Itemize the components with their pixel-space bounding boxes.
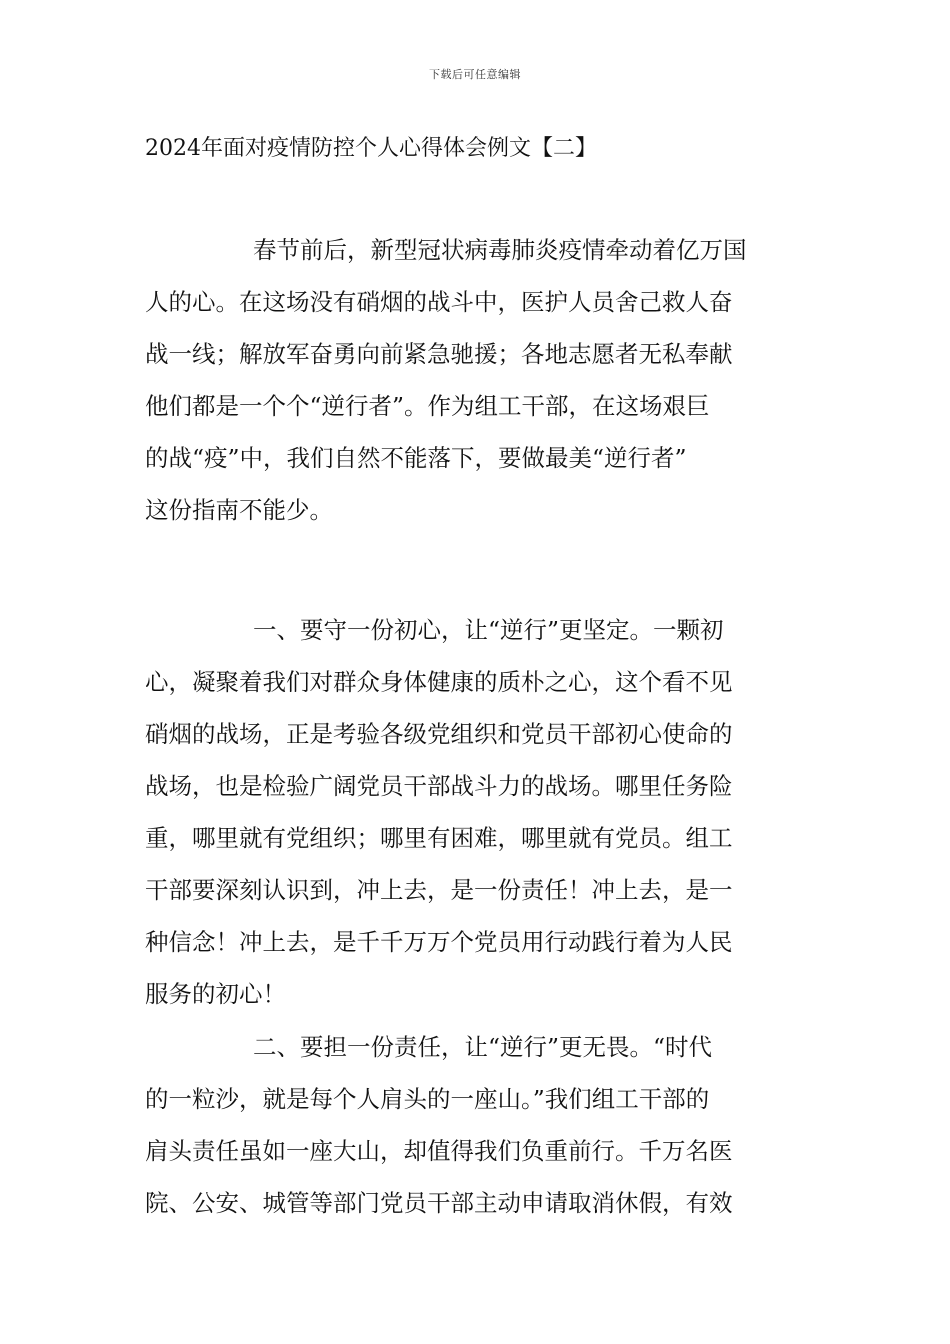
paragraph-line: 的战“疫”中，我们自然不能落下，要做最美“逆行者” — [145, 444, 687, 472]
paragraph-line: 服务的初心！ — [145, 980, 286, 1008]
paragraph-line: 硝烟的战场，正是考验各级党组织和党员干部初心使命的 — [145, 720, 733, 748]
paragraph-line: 战场，也是检验广阔党员干部战斗力的战场。哪里任务险 — [145, 772, 733, 800]
paragraph-line: 这份指南不能少。 — [145, 496, 333, 524]
paragraph-line: 二、要担一份责任，让“逆行”更无畏。“时代 — [253, 1033, 713, 1061]
paragraph-line: 院、公安、城管等部门党员干部主动申请取消休假，有效 — [145, 1189, 733, 1217]
paragraph-line: 种信念！冲上去，是千千万万个党员用行动践行着为人民 — [145, 928, 733, 956]
paragraph-line: 心，凝聚着我们对群众身体健康的质朴之心，这个看不见 — [145, 668, 733, 696]
header-note: 下载后可任意编辑 — [429, 68, 521, 81]
paragraph-intro — [145, 224, 810, 536]
paragraph-line: 人的心。在这场没有硝烟的战斗中，医护人员舍己救人奋 — [145, 288, 733, 316]
paragraph-line: 干部要深刻认识到，冲上去，是一份责任！冲上去，是一 — [145, 876, 733, 904]
paragraph-line: 战一线；解放军奋勇向前紧急驰援；各地志愿者无私奉献 — [145, 340, 733, 368]
paragraph-line: 的一粒沙，就是每个人肩头的一座山。”我们组工干部的 — [145, 1085, 710, 1113]
paragraph-line: 一、要守一份初心，让“逆行”更坚定。一颗初 — [253, 616, 724, 644]
document-title: 2024年面对疫情防控个人心得体会例文【二】 — [145, 136, 597, 161]
paragraph-section-two — [145, 1021, 810, 1229]
paragraph-section-one — [145, 604, 810, 1020]
paragraph-line: 春节前后，新型冠状病毒肺炎疫情牵动着亿万国 — [253, 236, 747, 264]
paragraph-line: 重，哪里就有党组织；哪里有困难，哪里就有党员。组工 — [145, 824, 733, 852]
paragraph-line: 他们都是一个个“逆行者”。作为组工干部，在这场艰巨 — [145, 392, 710, 420]
paragraph-line: 肩头责任虽如一座大山，却值得我们负重前行。千万名医 — [145, 1137, 733, 1165]
